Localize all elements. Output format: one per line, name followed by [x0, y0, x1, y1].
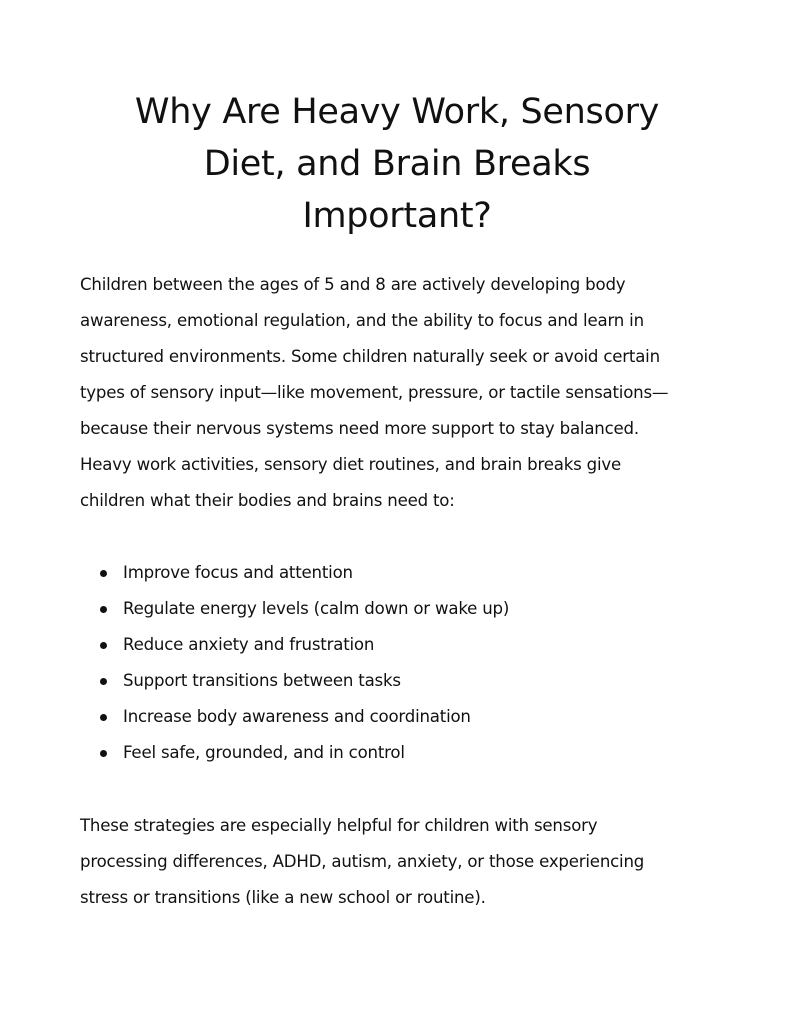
bullet-icon: [100, 606, 107, 613]
intro-line: types of sensory input—like movement, pressure, or tactile sensations—: [80, 383, 669, 402]
intro-line: awareness, emotional regulation, and the ability to focus and learn in: [80, 311, 644, 330]
closing-line: These strategies are especially helpful for children with sensory: [80, 816, 598, 835]
list-item-text: Reduce anxiety and frustration: [123, 635, 375, 654]
list-item: [100, 627, 700, 663]
bullet-icon: [100, 678, 107, 685]
list-item-text: Support transitions between tasks: [123, 671, 401, 690]
intro-line: structured environments. Some children naturally seek or avoid certain: [80, 347, 660, 366]
intro-line: Children between the ages of 5 and 8 are actively developing body: [80, 275, 626, 294]
closing-line: stress or transitions (like a new school or routine).: [80, 888, 486, 907]
list-item-text: Increase body awareness and coordination: [123, 707, 471, 726]
intro-line: Heavy work activities, sensory diet routines, and brain breaks give: [80, 455, 622, 474]
title-line: Diet, and Brain Breaks: [203, 144, 591, 184]
title-line: Why Are Heavy Work, Sensory: [134, 92, 660, 132]
bullet-icon: [100, 714, 107, 721]
benefits-list: [100, 555, 700, 771]
list-item: [100, 699, 700, 735]
bullet-icon: [100, 570, 107, 577]
list-item: [100, 591, 700, 627]
closing-line: processing differences, ADHD, autism, anxiety, or those experiencing: [80, 852, 645, 871]
list-item-text: Feel safe, grounded, and in control: [123, 743, 405, 762]
closing-paragraph: [80, 808, 720, 916]
intro-paragraph: [80, 267, 720, 519]
list-item: [100, 735, 700, 771]
bullet-icon: [100, 750, 107, 757]
list-item-text: Regulate energy levels (calm down or wake up): [123, 599, 510, 618]
intro-line: because their nervous systems need more support to stay balanced.: [80, 419, 639, 438]
intro-line: children what their bodies and brains need to:: [80, 491, 455, 510]
list-item: [100, 663, 700, 699]
list-item: [100, 555, 700, 591]
bullet-icon: [100, 642, 107, 649]
title-line: Important?: [302, 196, 492, 236]
list-item-text: Improve focus and attention: [123, 563, 353, 582]
page-title: [100, 86, 694, 242]
